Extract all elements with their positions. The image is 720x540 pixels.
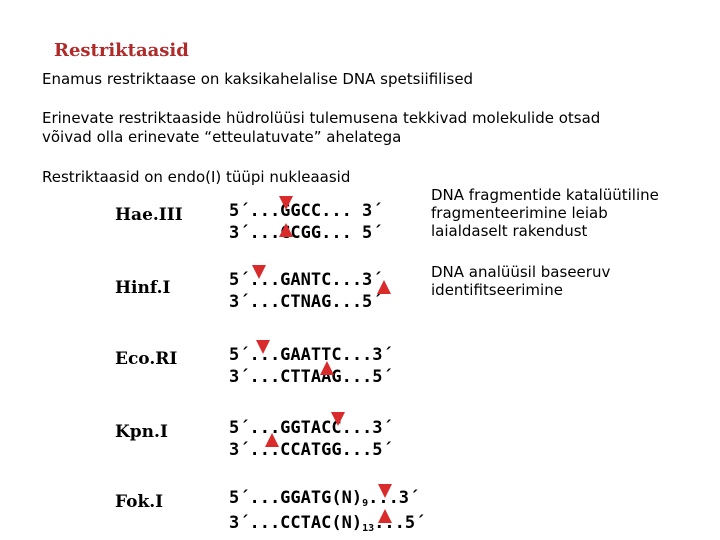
sequence-bottom-haeiii: 3´...CCGG... 5´: [229, 223, 383, 243]
sequence-bottom-kpni: 3´...CCATGG...5´: [229, 440, 393, 460]
enzyme-name-ecori: Eco.RI: [115, 349, 178, 369]
cut-marker-icon: [378, 509, 392, 523]
side-note-1: DNA fragmentide katalüütiline fragmenteerimine leiab laialdaselt rakendust: [431, 186, 659, 240]
cut-marker-icon: [252, 265, 266, 279]
sequence-top-ecori: 5´...GAATTC...3´: [229, 345, 393, 365]
intro-line-1: Enamus restriktaase on kaksikahelalise DNA spetsiifilised: [42, 70, 474, 88]
enzyme-name-foki: Fok.I: [115, 492, 164, 512]
cut-marker-icon: [279, 223, 293, 237]
sequence-bottom-ecori: 3´...CTTAAG...5´: [229, 367, 393, 387]
enzyme-name-kpni: Kpn.I: [115, 422, 168, 442]
cut-marker-icon: [320, 361, 334, 375]
sequence-bottom-foki: $3´...CCTAC(N)_{13}...5´$: [229, 513, 426, 534]
enzyme-name-haeiii: Hae.III: [115, 205, 183, 225]
sequence-top-kpni: 5´...GGTACC...3´: [229, 418, 393, 438]
side-note-2: DNA analüüsil baseeruv identifitseerimine: [431, 263, 611, 299]
cut-marker-icon: [331, 412, 345, 426]
cut-marker-icon: [265, 433, 279, 447]
cut-marker-icon: [256, 340, 270, 354]
intro-line-2a: Erinevate restriktaaside hüdrolüüsi tulemusena tekkivad molekulide otsad: [42, 109, 601, 127]
sequence-bottom-hinfi: 3´...CTNAG...5´: [229, 292, 383, 312]
sequence-top-foki: $5´...GGATG(N)_9...3´$: [229, 488, 420, 509]
cut-marker-icon: [377, 280, 391, 294]
sequence-top-hinfi: 5´...GANTC...3´: [229, 270, 383, 290]
cut-marker-icon: [279, 196, 293, 210]
intro-line-3: Restriktaasid on endo(I) tüüpi nukleaasid: [42, 168, 351, 186]
enzyme-name-hinfi: Hinf.I: [115, 278, 171, 298]
slide-title: Restriktaasid: [54, 40, 189, 61]
cut-marker-icon: [378, 484, 392, 498]
intro-line-2b: võivad olla erinevate “etteulatuvate” ahelatega: [42, 128, 402, 146]
sequence-top-haeiii: 5´...GGCC... 3´: [229, 201, 383, 221]
